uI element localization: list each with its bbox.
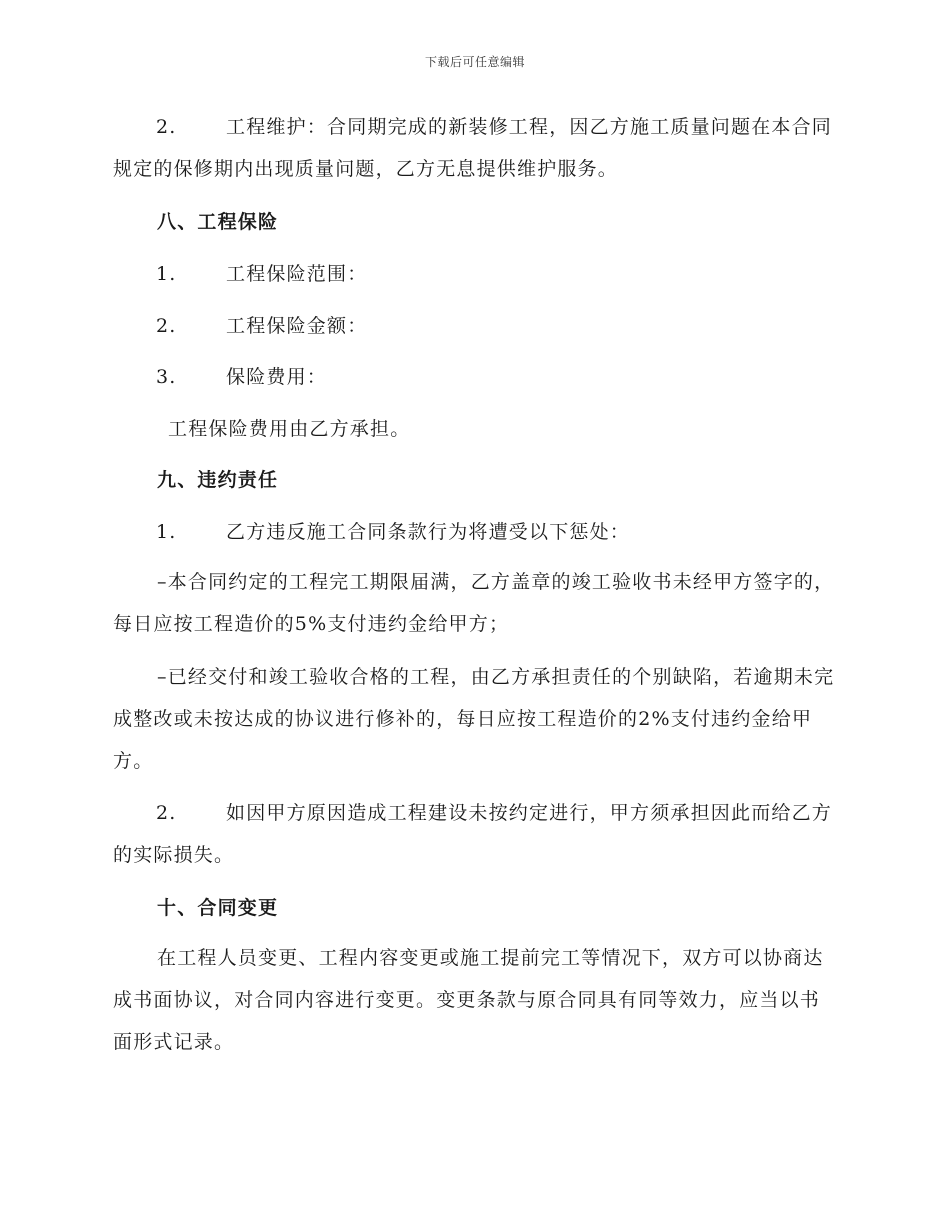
liability-bullet-2 <box>113 656 835 782</box>
insurance-item-3 <box>156 362 327 392</box>
item-number: 2. <box>156 116 177 138</box>
section-8-title: 八、工程保险 <box>157 211 279 233</box>
liability-item-1 <box>156 517 630 547</box>
insurance-note: 工程保险费用由乙方承担。 <box>168 418 411 440</box>
item-text: 工程保险范围： <box>226 263 368 285</box>
item-number: 3. <box>156 366 177 388</box>
liability-bullet-1 <box>113 561 835 645</box>
item-text: 工程保险金额： <box>226 315 368 337</box>
section-10-title: 十、合同变更 <box>157 897 279 919</box>
liability-item-2 <box>113 792 835 876</box>
item-text: 保险费用： <box>226 366 328 388</box>
paragraph-text: 在工程人员变更、工程内容变更或施工提前完工等情况下，双方可以协商达成书面协议，对合同内容进行变更。变更条款与原合同具有同等效力，应当以书面形式记录。 <box>113 947 824 1053</box>
page-header: 下载后可任意编辑 <box>424 55 525 69</box>
contract-change-paragraph <box>113 937 835 1063</box>
item-number: 2. <box>156 802 177 824</box>
maintenance-item <box>113 106 835 190</box>
insurance-item-2 <box>156 311 367 341</box>
item-number: 2. <box>156 315 177 337</box>
item-text: 乙方违反施工合同条款行为将遭受以下惩处： <box>226 521 631 543</box>
insurance-item-1 <box>156 259 367 289</box>
item-text: 如因甲方原因造成工程建设未按约定进行，甲方须承担因此而给乙方的实际损失。 <box>113 802 833 866</box>
bullet-text: –本合同约定的工程完工期限届满，乙方盖章的竣工验收书未经甲方签字的，每日应按工程造价的5%支付违约金给甲方； <box>113 571 835 635</box>
item-number: 1. <box>156 521 177 543</box>
section-9-title: 九、违约责任 <box>157 469 279 491</box>
item-text: 工程维护：合同期完成的新装修工程，因乙方施工质量问题在本合同规定的保修期内出现质量问题，乙方无息提供维护服务。 <box>113 116 833 180</box>
bullet-text: –已经交付和竣工验收合格的工程，由乙方承担责任的个别缺陷，若逾期未完成整改或未按达成的协议进行修补的，每日应按工程造价的2%支付违约金给甲方。 <box>113 666 835 772</box>
item-number: 1. <box>156 263 177 285</box>
